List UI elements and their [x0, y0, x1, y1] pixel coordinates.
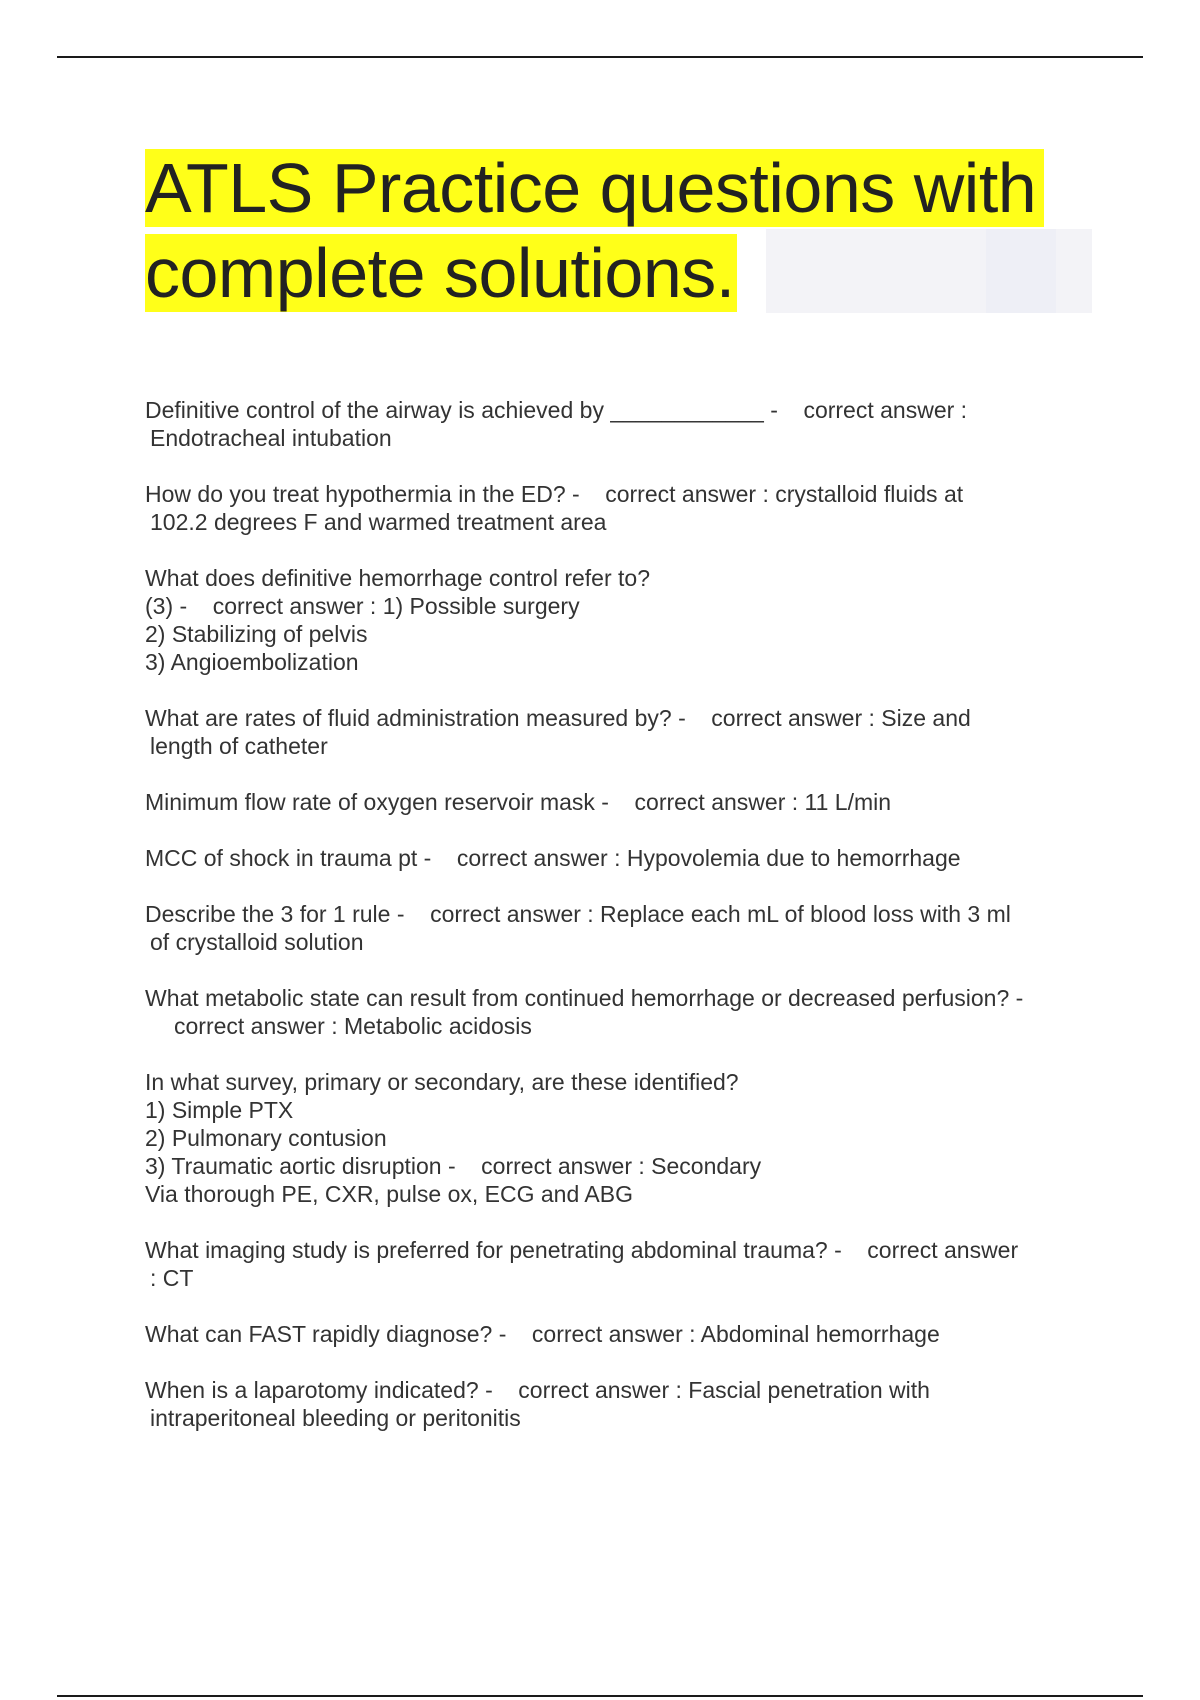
qa-line: Definitive control of the airway is achieved by ____________ - correct answer :	[145, 397, 968, 423]
qa-item	[145, 788, 1095, 816]
qa-item	[145, 396, 1095, 452]
qa-line: What imaging study is preferred for penetrating abdominal trauma? - correct answer	[145, 1237, 1019, 1263]
qa-line: 3) Traumatic aortic disruption - correct answer : Secondary	[145, 1153, 762, 1179]
qa-line: Minimum flow rate of oxygen reservoir mask - correct answer : 11 L/min	[145, 789, 892, 815]
qa-line: 2) Pulmonary contusion	[145, 1125, 387, 1151]
qa-item	[145, 1376, 1095, 1432]
qa-item	[145, 844, 1095, 872]
qa-item	[145, 984, 1095, 1040]
qa-line: Via thorough PE, CXR, pulse ox, ECG and ABG	[145, 1181, 633, 1207]
qa-item	[145, 480, 1095, 536]
qa-item	[145, 1236, 1095, 1292]
qa-line: MCC of shock in trauma pt - correct answer : Hypovolemia due to hemorrhage	[145, 845, 961, 871]
qa-line: (3) - correct answer : 1) Possible surgery	[145, 593, 580, 619]
qa-line: : CT	[150, 1265, 194, 1291]
qa-line: In what survey, primary or secondary, are these identified?	[145, 1069, 739, 1095]
qa-line: 3) Angioembolization	[145, 649, 359, 675]
qa-line: of crystalloid solution	[150, 929, 364, 955]
qa-line: Endotracheal intubation	[150, 425, 392, 451]
top-rule	[57, 56, 1143, 58]
qa-line: 102.2 degrees F and warmed treatment area	[150, 509, 607, 535]
qa-item	[145, 900, 1095, 956]
qa-line: What metabolic state can result from continued hemorrhage or decreased perfusion? -	[145, 985, 1024, 1011]
title-line-1: ATLS Practice questions with	[145, 146, 1095, 231]
qa-list	[145, 396, 1095, 1460]
qa-item	[145, 564, 1095, 676]
qa-line: What are rates of fluid administration measured by? - correct answer : Size and	[145, 705, 971, 731]
qa-item	[145, 1068, 1095, 1208]
qa-item	[145, 1320, 1095, 1348]
qa-line: 1) Simple PTX	[145, 1097, 294, 1123]
bottom-rule	[57, 1695, 1143, 1697]
qa-line: What does definitive hemorrhage control refer to?	[145, 565, 650, 591]
title-line-2: complete solutions.	[145, 234, 735, 312]
qa-line: length of catheter	[150, 733, 328, 759]
qa-line: intraperitoneal bleeding or peritonitis	[150, 1405, 521, 1431]
qa-line: What can FAST rapidly diagnose? - correct answer : Abdominal hemorrhage	[145, 1321, 940, 1347]
qa-line: How do you treat hypothermia in the ED? - correct answer : crystalloid fluids at	[145, 481, 964, 507]
document-title	[145, 146, 1095, 316]
qa-line: When is a laparotomy indicated? - correct answer : Fascial penetration with	[145, 1377, 930, 1403]
qa-line: 2) Stabilizing of pelvis	[145, 621, 368, 647]
qa-item	[145, 704, 1095, 760]
qa-line: correct answer : Metabolic acidosis	[174, 1013, 532, 1039]
qa-line: Describe the 3 for 1 rule - correct answer : Replace each mL of blood loss with 3 ml	[145, 901, 1011, 927]
